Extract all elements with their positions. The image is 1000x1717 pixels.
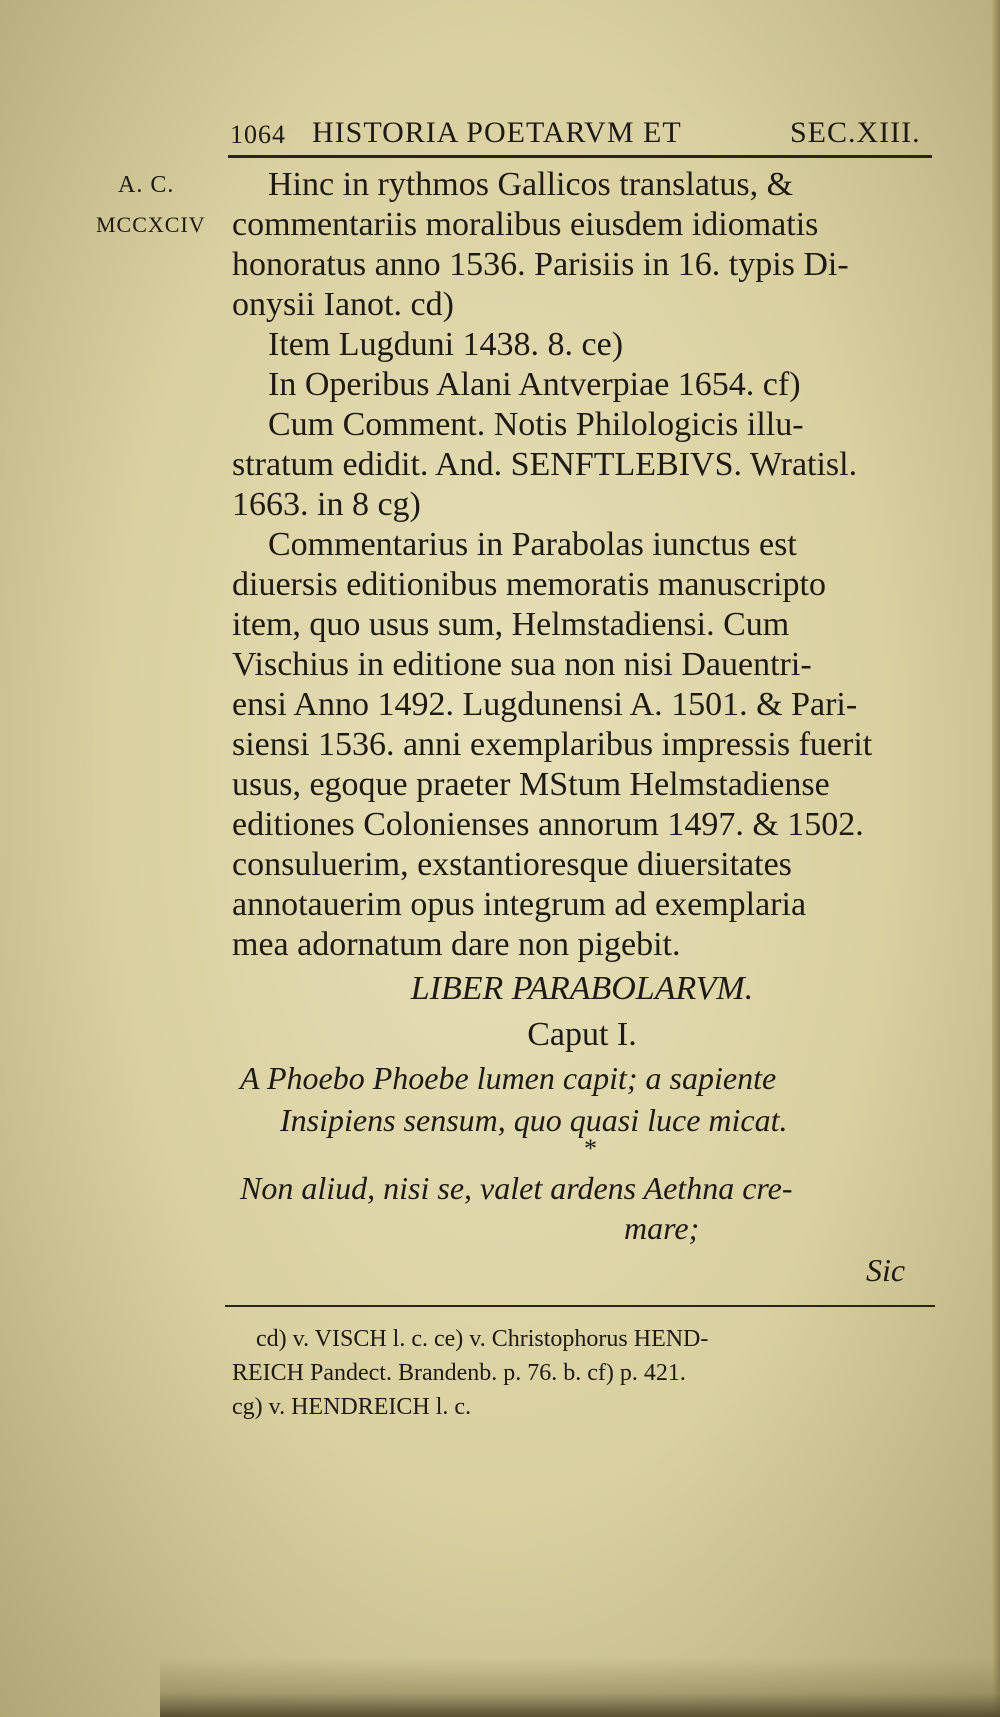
body-line: onysii Ianot. cd) xyxy=(232,286,454,323)
body-line: diuersis editionibus memoratis manuscripto xyxy=(232,566,826,603)
running-title: HISTORIA POETARVM ET xyxy=(312,116,682,149)
body-line: annotauerim opus integrum ad exemplaria xyxy=(232,886,807,923)
body-line: commentariis moralibus eiusdem idiomatis xyxy=(232,206,819,243)
body-line: Hinc in rythmos Gallicos translatus, & xyxy=(268,166,794,203)
body-line: ensi Anno 1492. Lugdunensi A. 1501. & Pari- xyxy=(232,686,858,723)
footnote-line: cd) v. VISCH l. c. ce) v. Christophorus HEND- xyxy=(256,1326,709,1352)
verse-line: mare; xyxy=(624,1210,700,1246)
body-line: 1663. in 8 cg) xyxy=(232,486,421,523)
verse-line: Non aliud, nisi se, valet ardens Aethna cre- xyxy=(240,1170,793,1206)
body-line: editiones Colonienses annorum 1497. & 1502. xyxy=(232,806,864,843)
body-line: Cum Comment. Notis Philologicis illu- xyxy=(268,406,804,443)
book-title: LIBER PARABOLARVM. xyxy=(410,970,754,1007)
margin-era: A. C. xyxy=(118,172,175,198)
verse-line: Insipiens sensum, quo quasi luce micat. xyxy=(280,1102,788,1138)
verse-asterisk: * xyxy=(584,1134,597,1163)
footnote-rule xyxy=(225,1305,935,1307)
body-line: siensi 1536. anni exemplaribus impressis fuerit xyxy=(232,726,873,763)
body-line: consuluerim, exstantioresque diuersitates xyxy=(232,846,792,883)
body-line: item, quo usus sum, Helmstadiensi. Cum xyxy=(232,606,790,643)
verse-line: A Phoebo Phoebe lumen capit; a sapiente xyxy=(240,1060,777,1096)
body-line: Item Lugduni 1438. 8. ce) xyxy=(268,326,624,363)
running-header xyxy=(230,116,930,156)
page-number: 1064 xyxy=(230,120,286,149)
body-line: In Operibus Alani Antverpiae 1654. cf) xyxy=(268,366,801,403)
page-bottom-shadow xyxy=(160,1657,1000,1717)
margin-year: MCCXCIV xyxy=(96,212,206,237)
body-line: mea adornatum dare non pigebit. xyxy=(232,926,681,963)
body-line: stratum edidit. And. SENFTLEBIVS. Wratisl. xyxy=(232,446,858,483)
page-edge-shadow xyxy=(992,0,1000,1717)
section-label: SEC.XIII. xyxy=(790,116,921,149)
catchword: Sic xyxy=(866,1252,906,1288)
footnote-line: cg) v. HENDREICH l. c. xyxy=(232,1394,472,1420)
body-line: Vischius in editione sua non nisi Dauentri- xyxy=(232,646,812,683)
body-line: honoratus anno 1536. Parisiis in 16. typis Di- xyxy=(232,246,849,283)
chapter-heading: Caput I. xyxy=(527,1016,637,1053)
body-line: Commentarius in Parabolas iunctus est xyxy=(268,526,797,563)
footnote-line: REICH Pandect. Brandenb. p. 76. b. cf) p. 421. xyxy=(232,1360,686,1386)
body-line: usus, egoque praeter MStum Helmstadiense xyxy=(232,766,830,803)
header-rule xyxy=(228,155,932,158)
